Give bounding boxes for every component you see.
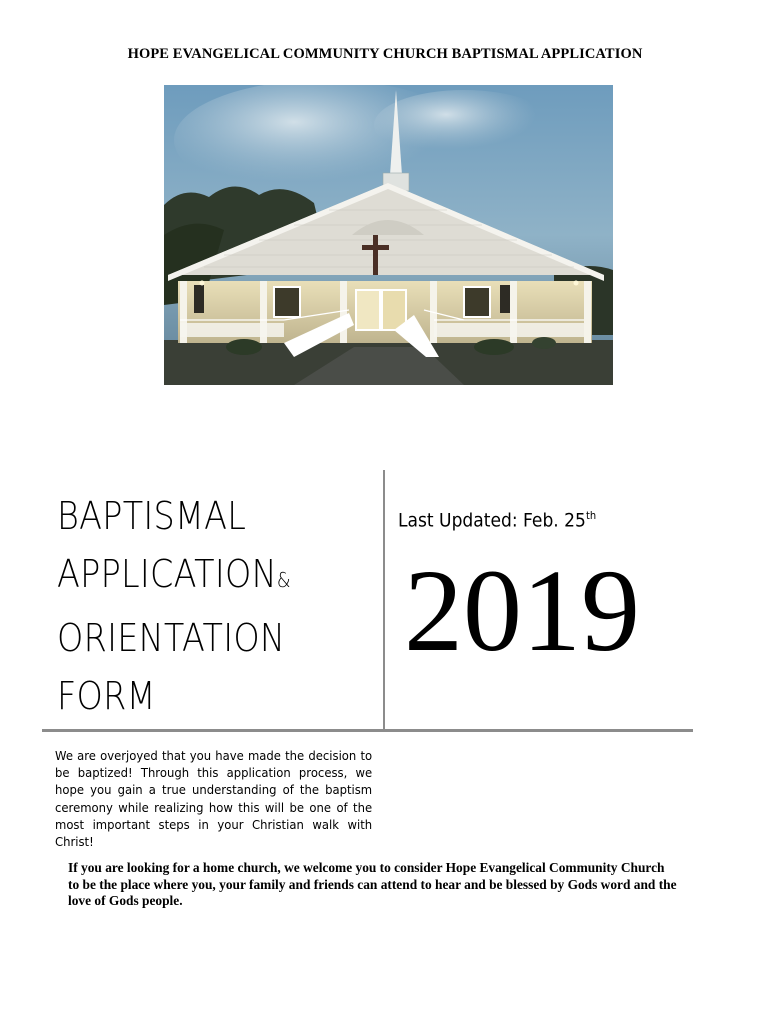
year: 2019	[404, 545, 640, 676]
horizontal-divider	[42, 729, 693, 732]
document-header-title: HOPE EVANGELICAL COMMUNITY CHURCH BAPTISMAL APPLICATION	[127, 46, 643, 62]
form-title-line-2	[57, 545, 339, 609]
form-title-line-4: FORM	[57, 674, 156, 718]
form-title-ampersand: &	[276, 568, 291, 592]
form-title-line-3: ORIENTATION	[57, 616, 286, 660]
church-photo	[164, 85, 613, 385]
last-updated	[398, 509, 596, 531]
form-title-line-1: BAPTISMAL	[57, 494, 247, 538]
last-updated-suffix: th	[585, 509, 597, 522]
welcome-paragraph: If you are looking for a home church, we welcome you to consider Hope Evangelical Community Church to be the place where you, your family and friends can attend to hear and be blessed by Gods word and the love of Gods people.	[68, 860, 677, 908]
vertical-divider	[383, 470, 385, 732]
form-title	[57, 487, 339, 725]
intro-paragraph: We are overjoyed that you have made the decision to be baptized! Through this application process, we hope you gain a true understanding of the baptism ceremony while realizing how this will be one of the most important steps in your Christian walk with Christ!	[55, 748, 373, 850]
last-updated-label: Last Updated: Feb. 25	[398, 509, 586, 532]
form-title-application: APPLICATION	[57, 552, 277, 596]
